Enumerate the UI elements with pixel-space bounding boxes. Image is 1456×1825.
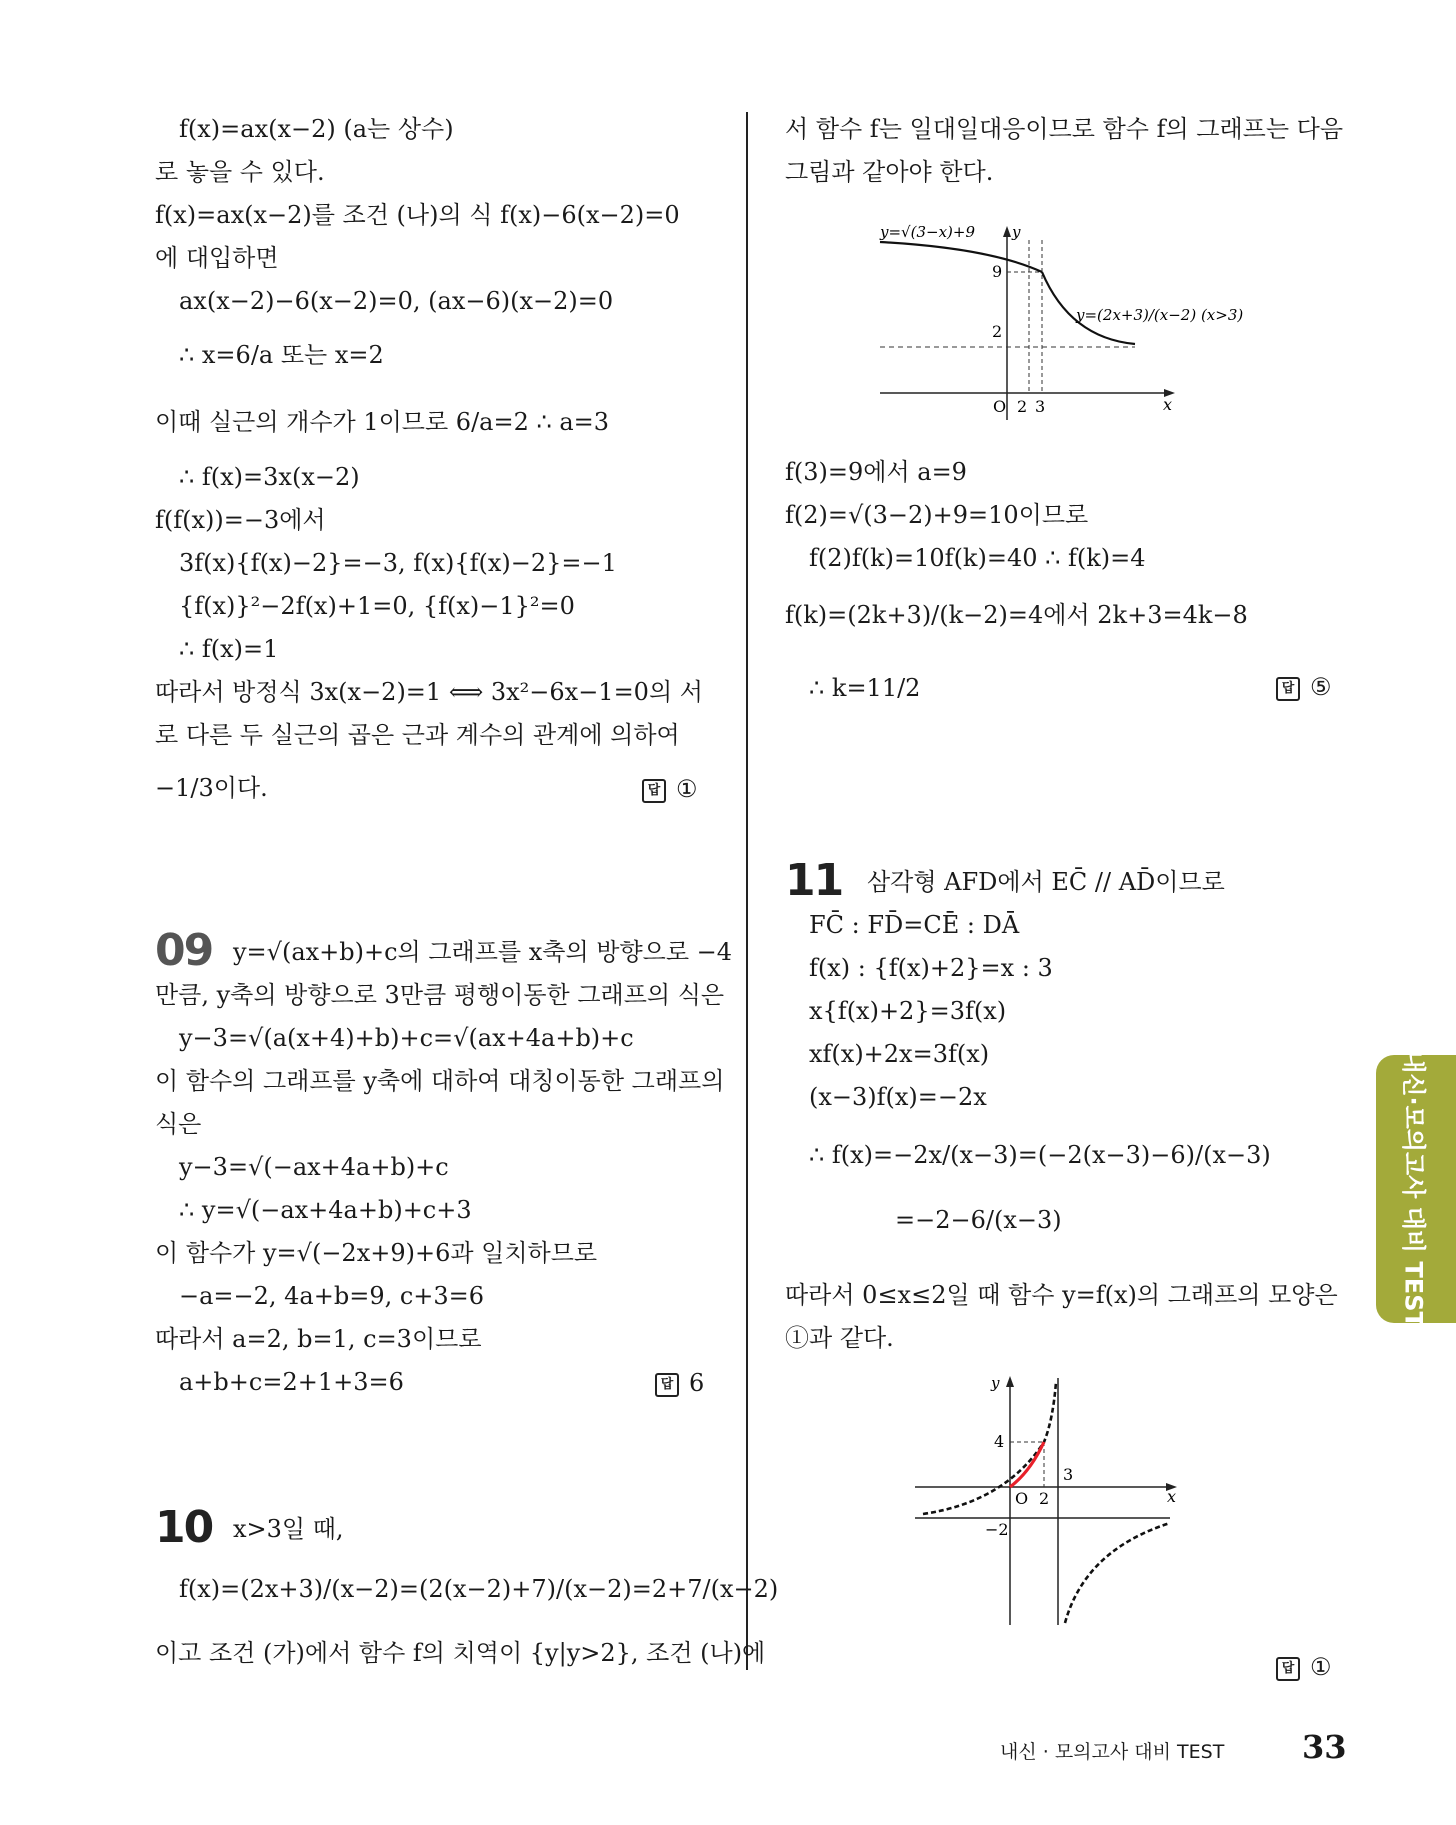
text-line: x{f(x)+2}=3f(x) — [809, 997, 1007, 1025]
answer-label: 답 — [1276, 677, 1300, 701]
text-line: 따라서 a=2, b=1, c=3이므로 — [155, 1325, 482, 1353]
origin-label: O — [993, 397, 1007, 416]
text-line: f(x)=ax(x−2) (a는 상수) — [179, 115, 454, 143]
text-line: f(x) : {f(x)+2}=x : 3 — [809, 954, 1053, 982]
side-tab — [1376, 1050, 1456, 1328]
text-line: 따라서 0≤x≤2일 때 함수 y=f(x)의 그래프의 모양은 — [785, 1281, 1338, 1309]
text-line: 이고 조건 (가)에서 함수 f의 치역이 {y|y>2}, 조건 (나)에 — [155, 1639, 766, 1667]
text-line: f(k)=(2k+3)/(k−2)=4에서 2k+3=4k−8 — [785, 601, 1248, 629]
text-line: −1/3이다. — [155, 774, 268, 802]
text-line: a+b+c=2+1+3=6 — [179, 1368, 404, 1396]
tick-label: 2 — [992, 322, 1003, 341]
column-divider — [746, 112, 748, 1670]
text-line: y−3=√(a(x+4)+b)+c=√(ax+4a+b)+c — [179, 1024, 634, 1052]
y-axis-label: y — [991, 1374, 1000, 1392]
text-line: 따라서 방정식 3x(x−2)=1 ⟺ 3x²−6x−1=0의 서 — [155, 678, 703, 706]
text-line: f(x)=(2x+3)/(x−2)=(2(x−2)+7)/(x−2)=2+7/(x−2) — [179, 1575, 779, 1603]
text-line: 로 다른 두 실근의 곱은 근과 계수의 관계에 의하여 — [155, 721, 680, 749]
text-line: 삼각형 AFD에서 EC̄ // AD̄이므로 — [867, 868, 1225, 896]
tick-label: 4 — [994, 1432, 1005, 1451]
answer-marker — [1276, 673, 1332, 701]
problem-number: 09 — [155, 925, 213, 976]
text-line: ∴ f(x)=−2x/(x−3)=(−2(x−3)−6)/(x−3) — [809, 1141, 1271, 1169]
y-axis-label: y — [1012, 223, 1021, 241]
text-line: FC̄ : FD̄=CĒ : DĀ — [809, 911, 1020, 939]
text-line: y=√(ax+b)+c의 그래프를 x축의 방향으로 −4 — [233, 938, 733, 966]
text-line: 이때 실근의 개수가 1이므로 6/a=2 ∴ a=3 — [155, 408, 610, 436]
text-line: f(3)=9에서 a=9 — [785, 458, 967, 486]
problem-number: 10 — [155, 1502, 213, 1553]
tick-label: 3 — [1063, 1465, 1074, 1484]
problem-number: 11 — [785, 855, 843, 906]
tick-label: −2 — [985, 1520, 1009, 1539]
origin-label: O — [1015, 1489, 1029, 1508]
answer-label: 답 — [642, 779, 666, 803]
tick-label: 3 — [1035, 397, 1046, 416]
answer-marker — [642, 775, 698, 803]
tick-label: 2 — [1039, 1489, 1050, 1508]
tick-label: 9 — [992, 262, 1003, 281]
function-graph-2 — [915, 1370, 1215, 1630]
text-line: f(2)=√(3−2)+9=10이므로 — [785, 501, 1089, 529]
x-axis-label: x — [1163, 395, 1173, 414]
tick-label: 2 — [1017, 397, 1028, 416]
text-line: f(2)f(k)=10f(k)=40 ∴ f(k)=4 — [809, 544, 1146, 572]
x-axis-label: x — [1167, 1487, 1177, 1506]
footer-title: 내신 · 모의고사 대비 TEST — [1000, 1741, 1225, 1763]
text-line: f(x)=ax(x−2)를 조건 (나)의 식 f(x)−6(x−2)=0 — [155, 201, 680, 229]
answer-label: 답 — [1276, 1657, 1300, 1681]
text-line: {f(x)}²−2f(x)+1=0, {f(x)−1}²=0 — [179, 592, 575, 620]
text-line: ①과 같다. — [785, 1324, 894, 1352]
text-line: xf(x)+2x=3f(x) — [809, 1040, 990, 1068]
side-tab-label: 내신·모의고사 대비 TEST — [1399, 1050, 1428, 1328]
text-line: ∴ f(x)=1 — [179, 635, 279, 663]
text-line: (x−3)f(x)=−2x — [809, 1083, 987, 1111]
curve-label: y=√(3−x)+9 — [880, 223, 975, 241]
text-line: 그림과 같아야 한다. — [785, 158, 994, 186]
answer-label: 답 — [655, 1373, 679, 1397]
text-line: =−2−6/(x−3) — [895, 1206, 1062, 1234]
page-number: 33 — [1302, 1728, 1347, 1766]
text-line: ax(x−2)−6(x−2)=0, (ax−6)(x−2)=0 — [179, 287, 614, 315]
text-line: ∴ k=11/2 — [809, 674, 921, 702]
text-line: 이 함수가 y=√(−2x+9)+6과 일치하므로 — [155, 1239, 598, 1267]
text-line: ∴ y=√(−ax+4a+b)+c+3 — [179, 1196, 472, 1224]
answer-value: ⑤ — [1310, 673, 1332, 701]
curve-label: y=(2x+3)/(x−2) (x>3) — [1076, 306, 1244, 324]
text-line: 만큼, y축의 방향으로 3만큼 평행이동한 그래프의 식은 — [155, 981, 725, 1009]
text-line: ∴ f(x)=3x(x−2) — [179, 463, 360, 491]
text-line: −a=−2, 4a+b=9, c+3=6 — [179, 1282, 485, 1310]
function-graph-1 — [880, 220, 1244, 420]
answer-marker — [1276, 1653, 1332, 1681]
text-line: 서 함수 f는 일대일대응이므로 함수 f의 그래프는 다음 — [785, 115, 1344, 143]
text-line: y−3=√(−ax+4a+b)+c — [179, 1153, 449, 1181]
text-line: 에 대입하면 — [155, 244, 279, 272]
text-line: 식은 — [155, 1110, 202, 1138]
text-line: ∴ x=6/a 또는 x=2 — [179, 341, 384, 369]
text-line: 3f(x){f(x)−2}=−3, f(x){f(x)−2}=−1 — [179, 549, 617, 577]
text-line: 이 함수의 그래프를 y축에 대하여 대칭이동한 그래프의 — [155, 1067, 725, 1095]
text-line: 로 놓을 수 있다. — [155, 158, 325, 186]
answer-marker — [655, 1369, 704, 1397]
answer-value: ① — [1310, 1653, 1332, 1681]
answer-value: ① — [676, 775, 698, 803]
text-line: f(f(x))=−3에서 — [155, 506, 326, 534]
text-line: x>3일 때, — [233, 1515, 344, 1543]
answer-value: 6 — [689, 1369, 705, 1397]
